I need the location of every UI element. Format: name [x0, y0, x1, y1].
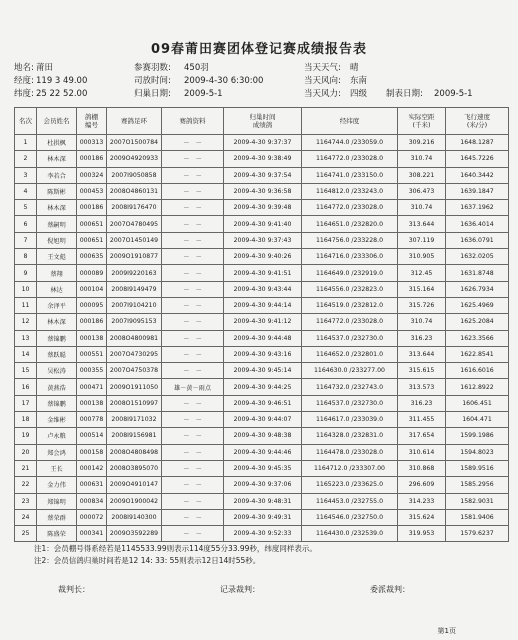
cell-time: 2009-4-30 9:41:40	[224, 216, 302, 232]
table-row	[15, 509, 509, 525]
cell-dist: 313.644	[398, 346, 446, 362]
cell-speed: 1604.471	[446, 412, 509, 428]
cell-ring: 2008O4860131	[107, 183, 162, 199]
cell-dist: 313.573	[398, 379, 446, 395]
cell-info: － －	[162, 265, 224, 281]
cell-info: － －	[162, 297, 224, 313]
cell-dist: 309.216	[398, 135, 446, 151]
cell-coord: 1164556.0 /232823.0	[302, 281, 398, 297]
cell-coord: 1165223.0 /233625.0	[302, 477, 398, 493]
cell-shed: 000453	[77, 183, 107, 199]
cell-info: － －	[162, 135, 224, 151]
cell-coord: 1164630.0 /233277.00	[302, 363, 398, 379]
cell-rank: 19	[15, 428, 37, 444]
header-speed: 飞行速度 (米/分)	[446, 108, 509, 135]
cell-dist: 315.615	[398, 363, 446, 379]
cell-time: 2009-4-30 9:37:43	[224, 232, 302, 248]
cell-shed: 000551	[77, 346, 107, 362]
cell-rank: 6	[15, 216, 37, 232]
cell-name: 林木深	[37, 151, 77, 167]
cell-time: 2009-4-30 9:52:33	[224, 526, 302, 542]
cell-rank: 12	[15, 314, 37, 330]
cell-shed: 000158	[77, 444, 107, 460]
cell-time: 2009-4-30 9:44:48	[224, 330, 302, 346]
cell-info: － －	[162, 460, 224, 476]
cell-coord: 1164519.0 /232812.0	[302, 297, 398, 313]
cell-rank: 16	[15, 379, 37, 395]
cell-name: 王文彪	[37, 249, 77, 265]
cell-info: － －	[162, 363, 224, 379]
cell-rank: 8	[15, 249, 37, 265]
cell-time: 2009-4-30 9:41:51	[224, 265, 302, 281]
cell-shed: 000313	[77, 135, 107, 151]
cell-name: 陈斯彬	[37, 183, 77, 199]
cell-coord: 1164537.0 /232730.0	[302, 395, 398, 411]
cell-ring: 2008O3895070	[107, 460, 162, 476]
cell-dist: 319.953	[398, 526, 446, 542]
weather-value: 晴	[350, 63, 359, 73]
cell-rank: 1	[15, 135, 37, 151]
cell-time: 2009-4-30 9:37:06	[224, 477, 302, 493]
cell-time: 2009-4-30 9:46:51	[224, 395, 302, 411]
wind-force-value: 四级	[350, 89, 368, 99]
cell-speed: 1639.1847	[446, 183, 509, 199]
cell-name: 林木深	[37, 314, 77, 330]
cell-rank: 22	[15, 477, 37, 493]
cell-shed: 000778	[77, 412, 107, 428]
cell-dist: 315.164	[398, 281, 446, 297]
table-row	[15, 216, 509, 232]
cell-speed: 1582.9031	[446, 493, 509, 509]
report-title: 09春莆田赛团体登记赛成绩报告表	[150, 42, 368, 57]
notes	[34, 543, 317, 567]
cell-speed: 1606.451	[446, 395, 509, 411]
cell-info: － －	[162, 151, 224, 167]
table-row	[15, 363, 509, 379]
header-time: 归巢时间 成绩鸽	[224, 108, 302, 135]
wind-direction-value: 东南	[350, 76, 368, 86]
cell-name: 蔡锦鹏	[37, 395, 77, 411]
cell-shed: 000341	[77, 526, 107, 542]
cell-name: 蔡荣群	[37, 509, 77, 525]
report-meta	[14, 62, 509, 101]
cell-dist: 310.74	[398, 151, 446, 167]
table-row	[15, 493, 509, 509]
header-member: 会员姓名	[37, 108, 77, 135]
cell-coord: 1164430.0 /232539.0	[302, 526, 398, 542]
header-info: 赛鸽资料	[162, 108, 224, 135]
cell-ring: 2009O3592289	[107, 526, 162, 542]
release-value: 2009-4-30 6:30:00	[184, 76, 264, 86]
cell-dist: 313.644	[398, 216, 446, 232]
table-row	[15, 249, 509, 265]
cell-ring: 2009O4920933	[107, 151, 162, 167]
cell-coord: 1164716.0 /233306.0	[302, 249, 398, 265]
cell-dist: 317.654	[398, 428, 446, 444]
cell-info: － －	[162, 509, 224, 525]
cell-coord: 1164772.0 /233028.0	[302, 314, 398, 330]
cell-name: 蔡翔	[37, 265, 77, 281]
cell-ring: 2007O4730295	[107, 346, 162, 362]
cell-name: 金力伟	[37, 477, 77, 493]
cell-speed: 1623.3566	[446, 330, 509, 346]
cell-ring: 2009O1900042	[107, 493, 162, 509]
table-row	[15, 330, 509, 346]
cell-shed: 000471	[77, 379, 107, 395]
cell-coord: 1164712.0 /233307.00	[302, 460, 398, 476]
return-date-label: 归巢日期:	[134, 89, 171, 99]
cell-ring: 2008O4800981	[107, 330, 162, 346]
header-coord: 经纬度	[302, 108, 398, 135]
made-date-label: 制表日期:	[386, 89, 423, 99]
cell-dist: 310.74	[398, 314, 446, 330]
return-date-value: 2009-5-1	[184, 89, 223, 99]
cell-name: 杜拱枫	[37, 135, 77, 151]
cell-time: 2009-4-30 9:48:31	[224, 493, 302, 509]
cell-rank: 3	[15, 167, 37, 183]
release-label: 司放时间:	[134, 76, 171, 86]
cell-speed: 1632.0205	[446, 249, 509, 265]
cell-speed: 1612.8922	[446, 379, 509, 395]
cell-info: － －	[162, 232, 224, 248]
cell-time: 2009-4-30 9:44:07	[224, 412, 302, 428]
cell-rank: 13	[15, 330, 37, 346]
table-row	[15, 183, 509, 199]
cell-speed: 1636.0791	[446, 232, 509, 248]
cell-time: 2009-4-30 9:43:16	[224, 346, 302, 362]
cell-shed: 000651	[77, 216, 107, 232]
cell-coord: 1164617.0 /233039.0	[302, 412, 398, 428]
cell-name: 余泽平	[37, 297, 77, 313]
cell-speed: 1579.6237	[446, 526, 509, 542]
table-row	[15, 151, 509, 167]
cell-time: 2009-4-30 9:38:49	[224, 151, 302, 167]
cell-info: － －	[162, 346, 224, 362]
cell-time: 2009-4-30 9:48:38	[224, 428, 302, 444]
cell-speed: 1594.8023	[446, 444, 509, 460]
cell-info: － －	[162, 395, 224, 411]
header-shed: 鸽棚 编号	[77, 108, 107, 135]
cell-ring: 2008I9176470	[107, 200, 162, 216]
cell-coord: 1164741.0 /233150.0	[302, 167, 398, 183]
cell-time: 2009-4-30 9:45:14	[224, 363, 302, 379]
cell-rank: 17	[15, 395, 37, 411]
cell-info: － －	[162, 444, 224, 460]
cell-time: 2009-4-30 9:41:12	[224, 314, 302, 330]
cell-info: － －	[162, 281, 224, 297]
cell-dist: 310.868	[398, 460, 446, 476]
cell-name: 李若合	[37, 167, 77, 183]
cell-name: 蔡嗣明	[37, 216, 77, 232]
cell-rank: 25	[15, 526, 37, 542]
cell-name: 黄燕浩	[37, 379, 77, 395]
cell-speed: 1640.3442	[446, 167, 509, 183]
cell-time: 2009-4-30 9:36:58	[224, 183, 302, 199]
birds-label: 参赛羽数:	[134, 63, 171, 73]
cell-dist: 307.119	[398, 232, 446, 248]
cell-name: 倪旭明	[37, 232, 77, 248]
table-row	[15, 428, 509, 444]
cell-time: 2009-4-30 9:37:37	[224, 135, 302, 151]
cell-info: － －	[162, 428, 224, 444]
cell-time: 2009-4-30 9:37:54	[224, 167, 302, 183]
cell-time: 2009-4-30 9:44:14	[224, 297, 302, 313]
cell-time: 2009-4-30 9:44:46	[224, 444, 302, 460]
cell-shed: 000324	[77, 167, 107, 183]
cell-rank: 14	[15, 346, 37, 362]
cell-time: 2009-4-30 9:44:25	[224, 379, 302, 395]
cell-shed: 000138	[77, 395, 107, 411]
cell-speed: 1648.1287	[446, 135, 509, 151]
cell-rank: 21	[15, 460, 37, 476]
table-row	[15, 395, 509, 411]
cell-rank: 4	[15, 183, 37, 199]
cell-coord: 1164651.0 /232820.0	[302, 216, 398, 232]
cell-shed: 000104	[77, 281, 107, 297]
cell-shed: 000355	[77, 363, 107, 379]
note-2: 注2：会员信鸽归巢时间若是12 14: 33: 55则表示12日14时55秒。	[34, 556, 261, 565]
cell-dist: 310.905	[398, 249, 446, 265]
cell-info: － －	[162, 216, 224, 232]
cell-name: 金维彬	[37, 412, 77, 428]
cell-coord: 1164772.0 /233028.0	[302, 200, 398, 216]
cell-shed: 000186	[77, 151, 107, 167]
cell-time: 2009-4-30 9:49:31	[224, 509, 302, 525]
cell-name: 郑会鸿	[37, 444, 77, 460]
cell-info: － －	[162, 412, 224, 428]
cell-name: 林达	[37, 281, 77, 297]
wind-direction-label: 当天风向:	[304, 76, 341, 86]
sign-recorder: 记录裁判：	[220, 585, 260, 594]
cell-coord: 1164546.0 /232750.0	[302, 509, 398, 525]
cell-ring: 2008I9140300	[107, 509, 162, 525]
table-row	[15, 379, 509, 395]
cell-shed: 000635	[77, 249, 107, 265]
cell-rank: 7	[15, 232, 37, 248]
cell-shed: 000186	[77, 200, 107, 216]
cell-speed: 1626.7934	[446, 281, 509, 297]
cell-shed: 000138	[77, 330, 107, 346]
table-row	[15, 346, 509, 362]
cell-shed: 000089	[77, 265, 107, 281]
cell-ring: 2009O1910877	[107, 249, 162, 265]
cell-shed: 000072	[77, 509, 107, 525]
cell-speed: 1625.4969	[446, 297, 509, 313]
cell-ring: 2008O1510997	[107, 395, 162, 411]
cell-dist: 310.614	[398, 444, 446, 460]
cell-coord: 1164649.0 /232919.0	[302, 265, 398, 281]
cell-rank: 10	[15, 281, 37, 297]
cell-rank: 24	[15, 509, 37, 525]
cell-info: － －	[162, 249, 224, 265]
cell-shed: 000095	[77, 297, 107, 313]
latitude-value: 25 22 52.00	[36, 89, 88, 99]
cell-dist: 308.221	[398, 167, 446, 183]
cell-ring: 2007O4780495	[107, 216, 162, 232]
birds-value: 450羽	[184, 63, 209, 73]
table-row	[15, 281, 509, 297]
header-rank: 名次	[15, 108, 37, 135]
wind-force-label: 当天风力:	[304, 89, 341, 99]
cell-coord: 1164328.0 /232831.0	[302, 428, 398, 444]
header-distance: 实际空距 (千米)	[398, 108, 446, 135]
made-date-value: 2009-5-1	[434, 89, 473, 99]
cell-ring: 2009O4910147	[107, 477, 162, 493]
cell-dist: 315.726	[398, 297, 446, 313]
longitude-label: 经度:	[14, 76, 34, 86]
cell-coord: 1164478.0 /233028.0	[302, 444, 398, 460]
cell-coord: 1164756.0 /233228.0	[302, 232, 398, 248]
table-row	[15, 460, 509, 476]
cell-info: － －	[162, 493, 224, 509]
cell-ring: 2008I9149479	[107, 281, 162, 297]
cell-rank: 11	[15, 297, 37, 313]
cell-info: － －	[162, 526, 224, 542]
cell-coord: 1164453.0 /232755.0	[302, 493, 398, 509]
cell-time: 2009-4-30 9:43:44	[224, 281, 302, 297]
cell-shed: 000142	[77, 460, 107, 476]
cell-ring: 2007I9050858	[107, 167, 162, 183]
cell-time: 2009-4-30 9:45:35	[224, 460, 302, 476]
results-table	[14, 107, 509, 542]
cell-coord: 1164744.0 /233059.0	[302, 135, 398, 151]
cell-shed: 000631	[77, 477, 107, 493]
cell-speed: 1599.1986	[446, 428, 509, 444]
cell-coord: 1164812.0 /233243.0	[302, 183, 398, 199]
results-table-body	[15, 135, 509, 542]
cell-name: 郑锦明	[37, 493, 77, 509]
cell-coord: 1164772.0 /233028.0	[302, 151, 398, 167]
table-row	[15, 135, 509, 151]
cell-rank: 20	[15, 444, 37, 460]
cell-shed: 000514	[77, 428, 107, 444]
cell-shed: 000651	[77, 232, 107, 248]
table-header-row	[15, 108, 509, 135]
cell-info: － －	[162, 167, 224, 183]
cell-ring: 2007O4750378	[107, 363, 162, 379]
place-label: 地名:	[14, 63, 34, 73]
table-row	[15, 232, 509, 248]
cell-coord: 1164652.0 /232801.0	[302, 346, 398, 362]
table-row	[15, 297, 509, 313]
table-row	[15, 167, 509, 183]
latitude-label: 纬度:	[14, 89, 34, 99]
sign-delegate: 委派裁判：	[370, 585, 410, 594]
table-row	[15, 314, 509, 330]
table-row	[15, 526, 509, 542]
longitude-value: 119 3 49.00	[36, 76, 88, 86]
cell-ring: 2008O4808498	[107, 444, 162, 460]
cell-speed: 1625.2084	[446, 314, 509, 330]
cell-ring: 2009I9220163	[107, 265, 162, 281]
cell-rank: 5	[15, 200, 37, 216]
weather-label: 当天天气:	[304, 63, 341, 73]
cell-rank: 2	[15, 151, 37, 167]
cell-dist: 315.624	[398, 509, 446, 525]
table-row	[15, 477, 509, 493]
cell-dist: 310.74	[398, 200, 446, 216]
cell-name: 卢永粮	[37, 428, 77, 444]
cell-info: 雄－黄－雨点	[162, 379, 224, 395]
cell-name: 林木深	[37, 200, 77, 216]
cell-speed: 1616.6016	[446, 363, 509, 379]
cell-dist: 314.233	[398, 493, 446, 509]
cell-rank: 18	[15, 412, 37, 428]
cell-name: 吴松涛	[37, 363, 77, 379]
sign-judge-head: 裁判长：	[58, 585, 90, 594]
cell-dist: 306.473	[398, 183, 446, 199]
cell-dist: 312.45	[398, 265, 446, 281]
cell-ring: 2008I9156981	[107, 428, 162, 444]
table-row	[15, 412, 509, 428]
cell-speed: 1636.4014	[446, 216, 509, 232]
cell-rank: 23	[15, 493, 37, 509]
cell-coord: 1164732.0 /232743.0	[302, 379, 398, 395]
cell-dist: 296.609	[398, 477, 446, 493]
cell-dist: 316.23	[398, 395, 446, 411]
cell-ring: 2008I9171032	[107, 412, 162, 428]
cell-rank: 15	[15, 363, 37, 379]
cell-speed: 1631.8748	[446, 265, 509, 281]
cell-name: 蔡锦鹏	[37, 330, 77, 346]
header-ring: 赛鸽足环	[107, 108, 162, 135]
cell-shed: 000834	[77, 493, 107, 509]
cell-info: － －	[162, 477, 224, 493]
cell-ring: 2007O1500784	[107, 135, 162, 151]
cell-dist: 311.455	[398, 412, 446, 428]
cell-name: 蔡跃聪	[37, 346, 77, 362]
cell-info: － －	[162, 330, 224, 346]
cell-speed: 1581.9406	[446, 509, 509, 525]
cell-speed: 1589.9516	[446, 460, 509, 476]
table-row	[15, 200, 509, 216]
cell-ring: 2009O1911050	[107, 379, 162, 395]
cell-speed: 1585.2956	[446, 477, 509, 493]
table-row	[15, 265, 509, 281]
cell-name: 王长	[37, 460, 77, 476]
note-1: 注1：会员棚号得系经若是1145533.99则表示114度55分33.99秒，纬度同样表示。	[34, 544, 317, 553]
cell-time: 2009-4-30 9:39:48	[224, 200, 302, 216]
cell-shed: 000186	[77, 314, 107, 330]
page-number: 第1页	[437, 627, 456, 635]
cell-time: 2009-4-30 9:40:26	[224, 249, 302, 265]
cell-speed: 1622.8541	[446, 346, 509, 362]
cell-rank: 9	[15, 265, 37, 281]
cell-coord: 1164537.0 /232730.0	[302, 330, 398, 346]
table-row	[15, 444, 509, 460]
place-value: 莆田	[36, 63, 54, 73]
cell-ring: 2007I9104210	[107, 297, 162, 313]
cell-info: － －	[162, 183, 224, 199]
cell-name: 陈盛荣	[37, 526, 77, 542]
cell-speed: 1637.1962	[446, 200, 509, 216]
cell-speed: 1645.7226	[446, 151, 509, 167]
cell-info: － －	[162, 314, 224, 330]
cell-dist: 316.23	[398, 330, 446, 346]
cell-ring: 2007O1450149	[107, 232, 162, 248]
cell-ring: 2007I9095153	[107, 314, 162, 330]
cell-info: － －	[162, 200, 224, 216]
